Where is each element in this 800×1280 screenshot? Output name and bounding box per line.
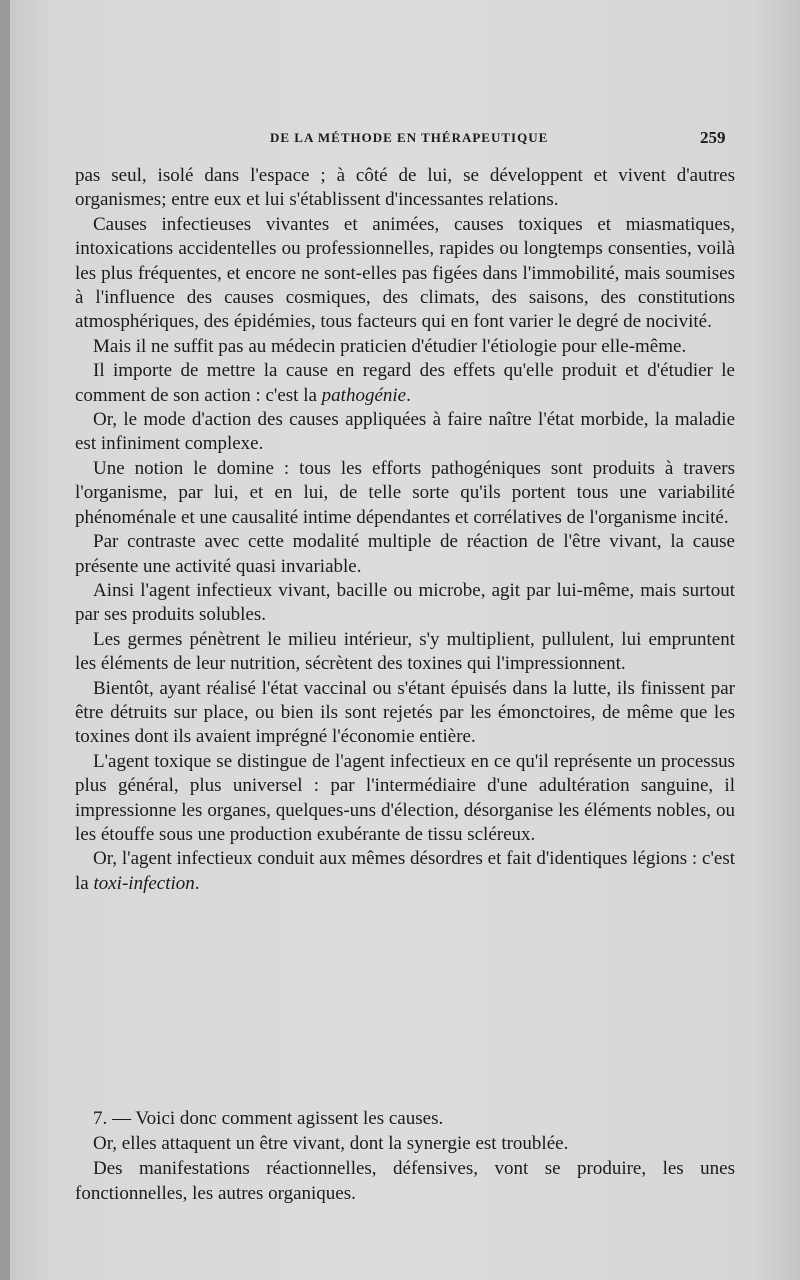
period: . bbox=[406, 384, 411, 406]
paragraph-text: Il importe de mettre la cause en regard des effets qu'elle produit et d'étudier le comment de son action : c'est la bbox=[75, 360, 735, 406]
paragraph: Ainsi l'agent infectieux vivant, bacille ou microbe, agit par lui-même, mais surtout par ses produits solubles. bbox=[75, 579, 735, 626]
paragraph: Or, elles attaquent un être vivant, dont la synergie est troublée. bbox=[93, 1133, 569, 1154]
paragraph bbox=[75, 359, 735, 408]
book-page bbox=[10, 0, 800, 1280]
emphasis-toxi-infection: toxi-infection bbox=[93, 872, 195, 894]
section-heading: 7. — Voici donc comment agissent les causes. bbox=[93, 1108, 444, 1129]
paragraph: L'agent toxique se distingue de l'agent infectieux en ce qu'il représente un processus plus général, plus universel : par l'intermédiaire d'une adultération sanguine, il impressionne les organes, quelques-uns d'élection, désorganise les éléments nobles, ou les étouffe sous une production exubérante de tissu scléreux. bbox=[75, 750, 735, 845]
paragraph: Des manifestations réactionnelles, défensives, vont se produire, les unes fonctionnelles, les autres organiques. bbox=[75, 1158, 735, 1204]
paragraph bbox=[75, 847, 735, 896]
paragraph: Mais il ne suffit pas au médecin praticien d'étudier l'étiologie pour elle-même. bbox=[93, 335, 687, 357]
paragraph: Or, le mode d'action des causes appliquées à faire naître l'état morbide, la maladie est infiniment complexe. bbox=[75, 409, 735, 455]
paragraph-text: Or, l'agent infectieux conduit aux mêmes désordres et fait d'identiques légions : c'est la bbox=[75, 848, 735, 894]
emphasis-pathogenie: pathogénie bbox=[321, 384, 407, 406]
paragraph: pas seul, isolé dans l'espace ; à côté de lui, se développent et vivent d'autres organismes; entre eux et lui s'établissent d'incessantes relations. bbox=[75, 165, 735, 211]
paragraph: Par contraste avec cette modalité multiple de réaction de l'être vivant, la cause présente une activité quasi invariable. bbox=[75, 531, 735, 577]
running-title: DE LA MÉTHODE EN THÉRAPEUTIQUE bbox=[270, 130, 549, 145]
paragraph: Causes infectieuses vivantes et animées, causes toxiques et miasmatiques, intoxications accidentelles ou professionnelles, rapides ou longtemps consenties, voilà les plus fréquentes, et encore ne sont-elles pas figées dans l'immobilité, mais soumises à l'influence des causes cosmiques, des climats, des saisons, des constitutions atmosphériques, des épidémies, tous facteurs qui en font varier le degré de nocivité. bbox=[75, 213, 735, 333]
section-7 bbox=[75, 1106, 735, 1206]
paragraph: Bientôt, ayant réalisé l'état vaccinal ou s'étant épuisés dans la lutte, ils finissent par être détruits sur place, ou bien ils sont rejetés par les émonctoires, de même que les toxines dont ils avaient imprégné l'économie entière. bbox=[75, 677, 735, 748]
body-text bbox=[75, 164, 735, 896]
page-number: 259 bbox=[700, 128, 726, 147]
paragraph: Une notion le domine : tous les efforts pathogéniques sont produits à travers l'organisme, par lui, et en lui, de telle sorte qu'ils portent tous une variabilité phénoménale et une causalité intime dépendantes et corrélatives de l'organisme incité. bbox=[75, 457, 735, 528]
period: . bbox=[194, 872, 200, 894]
paragraph: Les germes pénètrent le milieu intérieur, s'y multiplient, pullulent, lui empruntent les éléments de leur nutrition, sécrètent des toxines qui l'impressionnent. bbox=[75, 628, 735, 675]
